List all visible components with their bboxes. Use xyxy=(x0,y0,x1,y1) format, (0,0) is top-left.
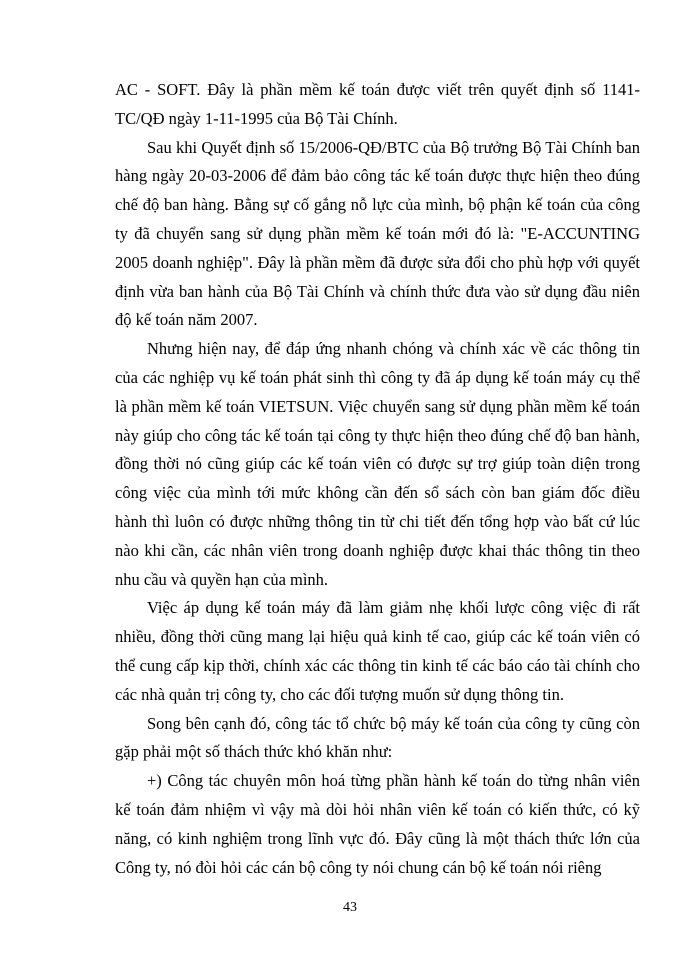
paragraph-5: Song bên cạnh đó, công tác tổ chức bộ máy kế toán của công ty cũng còn gặp phải một số thách thức khó khăn như: xyxy=(115,713,640,762)
paragraph-1: AC - SOFT. Đây là phần mềm kế toán được viết trên quyết định số 1141-TC/QĐ ngày 1-11-1995 của Bộ Tài Chính. xyxy=(115,80,640,128)
paragraph-4: Việc áp dụng kế toán máy đã làm giảm nhẹ khối lược công việc đi rất nhiều, đồng thời cũng mang lại hiệu quả kinh tế cao, giúp các kế toán viên có thể cung cấp kịp thời, chính xác các thông tin kinh tế các báo cáo tài chính cho các nhà quản trị công ty, cho các đối tượng muốn sử dụng thông tin. xyxy=(115,598,640,704)
body-text xyxy=(115,76,640,882)
paragraph-6: +) Công tác chuyên môn hoá từng phần hành kế toán do từng nhân viên kế toán đảm nhiệm vì vậy mà dòi hỏi nhân viên kế toán có kiến thức, có kỹ năng, có kinh nghiệm trong lĩnh vực đó. Đây cũng là một thách thức lớn của Công ty, nó đòi hỏi các cán bộ công ty nói chung cán bộ kế toán nói riêng xyxy=(115,771,640,877)
paragraph-3: Nhưng hiện nay, để đáp ứng nhanh chóng và chính xác về các thông tin của các nghiệp vụ kế toán phát sinh thì công ty đã áp dụng kế toán máy cụ thể là phần mềm kế toán VIETSUN. Việc chuyển sang sử dụng phần mềm kế toán này giúp cho công tác kế toán tại công ty thực hiện theo đúng chế độ ban hành, đồng thời nó cũng giúp các kế toán viên có được sự trợ giúp toàn diện trong công việc của mình tới mức không cần đến sổ sách còn ban giám đốc điều hành thì luôn có được những thông tin từ chi tiết đến tổng hợp vào bất cứ lúc nào khi cần, các nhân viên trong doanh nghiệp được khai thác thông tin theo nhu cầu và quyền hạn của mình. xyxy=(115,339,640,589)
page-number: 43 xyxy=(343,900,357,915)
paragraph-2: Sau khi Quyết định số 15/2006-QĐ/BTC của Bộ trưởng Bộ Tài Chính ban hàng ngày 20-03-2006 để đảm bảo công tác kế toán được thực hiện theo đúng chế độ ban hàng. Bằng sự cố gắng nỗ lực của mình, bộ phận kế toán của công ty đã chuyển sang sử dụng phần mềm kế toán mới đó là: "E-ACCUNTING 2005 doanh nghiệp". Đây là phần mềm đã được sửa đổi cho phù hợp với quyết định vừa ban hành của Bộ Tài Chính và chính thức đưa vào sử dụng đầu niên độ kế toán năm 2007. xyxy=(115,137,640,330)
